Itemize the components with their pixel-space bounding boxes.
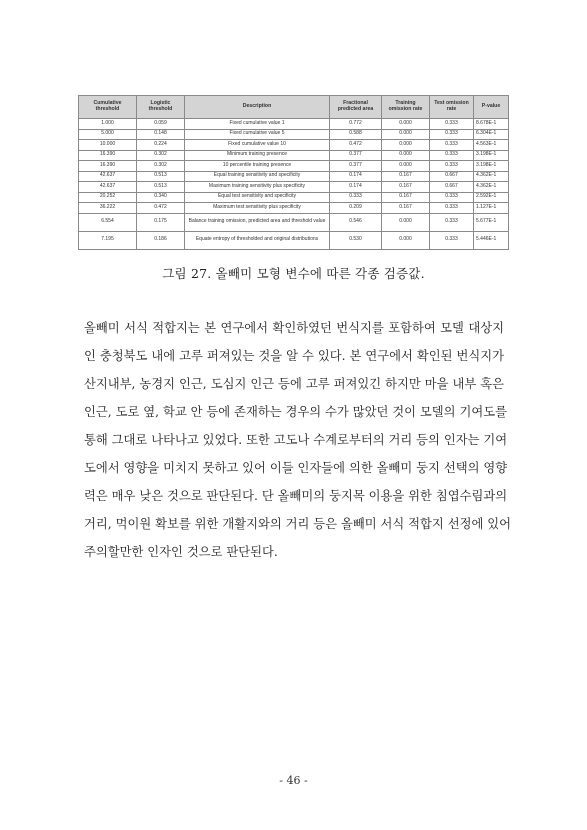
table-row bbox=[79, 119, 509, 130]
paragraph-line: 통해 그대로 나타나고 있었다. 또한 고도나 수계로부터의 거리 등의 인자는 기여 bbox=[84, 433, 508, 447]
header-training-omission-rate: Training omission rate bbox=[382, 96, 430, 119]
table-cell: 0.333 bbox=[430, 140, 474, 151]
table-cell: 0.174 bbox=[330, 171, 382, 182]
table-cell: 4.563E-1 bbox=[474, 140, 509, 151]
page-number: - 46 - bbox=[279, 774, 308, 787]
table-cell: 7.195 bbox=[79, 231, 137, 249]
paragraph-line: 인 충청북도 내에 고루 퍼져있는 것을 알 수 있다. 본 연구에서 확인된 번식지가 bbox=[84, 349, 504, 363]
table-cell: 0.667 bbox=[430, 182, 474, 193]
table-cell: 0.000 bbox=[382, 213, 430, 231]
table-cell: Fixed cumulative value 5 bbox=[185, 129, 330, 140]
table-row bbox=[79, 203, 509, 214]
paragraph-line: 산지내부, 농경지 인근, 도심지 인근 등에 고루 퍼져있긴 하지만 마을 내부 혹은 bbox=[84, 377, 504, 391]
table-cell: 0.472 bbox=[137, 203, 185, 214]
table-cell: 0.530 bbox=[330, 231, 382, 249]
table-cell: 10 percentile training presence bbox=[185, 161, 330, 172]
table-cell: 36.222 bbox=[79, 203, 137, 214]
table-cell: 6.304E-1 bbox=[474, 129, 509, 140]
table-cell: 0.000 bbox=[382, 140, 430, 151]
body-paragraph bbox=[84, 314, 512, 566]
table-row bbox=[79, 182, 509, 193]
table-cell: 0.377 bbox=[330, 161, 382, 172]
table-cell: 0.513 bbox=[137, 171, 185, 182]
table-cell: 10.000 bbox=[79, 140, 137, 151]
table-cell: 0.175 bbox=[137, 213, 185, 231]
paragraph-line: 력은 매우 낮은 것으로 판단된다. 단 올빼미의 둥지목 이용을 위한 침엽수림과의 bbox=[84, 489, 508, 503]
table-cell: 0.667 bbox=[430, 171, 474, 182]
table-cell: 0.224 bbox=[137, 140, 185, 151]
table-row bbox=[79, 213, 509, 231]
table-cell: 0.167 bbox=[382, 171, 430, 182]
header-description: Description bbox=[185, 96, 330, 119]
table-cell: 0.174 bbox=[330, 182, 382, 193]
table-cell: 0.333 bbox=[430, 150, 474, 161]
table-cell: Minimum training presence bbox=[185, 150, 330, 161]
table-cell: 42.637 bbox=[79, 171, 137, 182]
table-cell: 0.167 bbox=[382, 192, 430, 203]
table-cell: 0.000 bbox=[382, 129, 430, 140]
table-header-row bbox=[79, 96, 509, 119]
table-cell: 0.333 bbox=[430, 129, 474, 140]
figure-caption: 그림 27. 올빼미 모형 변수에 따른 각종 검증값. bbox=[162, 266, 425, 281]
table-row bbox=[79, 140, 509, 151]
table-cell: 1.000 bbox=[79, 119, 137, 130]
table-cell: 0.059 bbox=[137, 119, 185, 130]
table-cell: 0.000 bbox=[382, 150, 430, 161]
paragraph-line: 도에서 영향을 미치지 못하고 있어 이들 인자들에 의한 올빼미 둥지 선택의 영향 bbox=[84, 461, 508, 475]
header-test-omission-rate: Test omission rate bbox=[430, 96, 474, 119]
paragraph-line: 거리, 먹이원 확보를 위한 개활지와의 거리 등은 올빼미 서식 적합지 선정에 있어 bbox=[84, 517, 512, 531]
table-cell: 0.377 bbox=[330, 150, 382, 161]
table-cell: 16.390 bbox=[79, 161, 137, 172]
table-cell: 20.252 bbox=[79, 192, 137, 203]
table-cell: 3.198E-1 bbox=[474, 161, 509, 172]
table-cell: 0.167 bbox=[382, 203, 430, 214]
table-cell: Equal test sensitivity and specificity bbox=[185, 192, 330, 203]
table-cell: 5.000 bbox=[79, 129, 137, 140]
table-cell: Fixed cumulative value 10 bbox=[185, 140, 330, 151]
table-cell: 0.333 bbox=[430, 119, 474, 130]
table-row bbox=[79, 129, 509, 140]
table-cell: Balance training omission, predicted area and threshold value bbox=[185, 213, 330, 231]
paragraph-line: 올빼미 서식 적합지는 본 연구에서 확인하였던 번식지를 포함하여 모델 대상지 bbox=[84, 321, 504, 335]
table-cell: 0.186 bbox=[137, 231, 185, 249]
table-cell: 4.362E-1 bbox=[474, 182, 509, 193]
table-cell: 16.390 bbox=[79, 150, 137, 161]
table-cell: Fixed cumulative value 1 bbox=[185, 119, 330, 130]
table-cell: 2.592E-1 bbox=[474, 192, 509, 203]
table-cell: 0.000 bbox=[382, 231, 430, 249]
header-fractional-predicted-area: Fractional predicted area bbox=[330, 96, 382, 119]
table-cell: Equal training sensitivity and specificity bbox=[185, 171, 330, 182]
table-cell: 1.127E-1 bbox=[474, 203, 509, 214]
table-cell: 0.148 bbox=[137, 129, 185, 140]
table-cell: 6.554 bbox=[79, 213, 137, 231]
table-cell: 0.302 bbox=[137, 161, 185, 172]
table-cell: 0.513 bbox=[137, 182, 185, 193]
paragraph-line: 인근, 도로 옆, 학교 안 등에 존재하는 경우의 수가 많았던 것이 모델의 기여도를 bbox=[84, 405, 507, 419]
threshold-table bbox=[78, 95, 509, 250]
paragraph-line: 주의할만한 인자인 것으로 판단된다. bbox=[84, 545, 278, 559]
table-row bbox=[79, 161, 509, 172]
table-cell: 8.678E-1 bbox=[474, 119, 509, 130]
table-cell: 0.302 bbox=[137, 150, 185, 161]
header-logistic-threshold: Logistic threshold bbox=[137, 96, 185, 119]
table-cell: 0.546 bbox=[330, 213, 382, 231]
table-cell: 0.333 bbox=[430, 161, 474, 172]
table-row bbox=[79, 171, 509, 182]
table-cell: 5.677E-1 bbox=[474, 213, 509, 231]
header-cumulative-threshold: Cumulative threshold bbox=[79, 96, 137, 119]
table-cell: 0.000 bbox=[382, 161, 430, 172]
table-cell: 0.209 bbox=[330, 203, 382, 214]
table-cell: 0.472 bbox=[330, 140, 382, 151]
table-cell: 0.340 bbox=[137, 192, 185, 203]
table-cell: 0.588 bbox=[330, 129, 382, 140]
table-cell: Maximum training sensitivity plus specificity bbox=[185, 182, 330, 193]
table-cell: 3.198E-1 bbox=[474, 150, 509, 161]
table-cell: 42.637 bbox=[79, 182, 137, 193]
table-row bbox=[79, 150, 509, 161]
table-cell: 0.333 bbox=[430, 213, 474, 231]
table-row bbox=[79, 192, 509, 203]
table-body bbox=[79, 119, 509, 250]
table-cell: 0.333 bbox=[430, 203, 474, 214]
table-cell: 0.333 bbox=[330, 192, 382, 203]
table-cell: Equate entropy of thresholded and original distributions bbox=[185, 231, 330, 249]
table-cell: 0.000 bbox=[382, 119, 430, 130]
table-cell: 0.167 bbox=[382, 182, 430, 193]
table-cell: Maximum test sensitivity plus specificity bbox=[185, 203, 330, 214]
header-p-value: P-value bbox=[474, 96, 509, 119]
table-cell: 0.333 bbox=[430, 192, 474, 203]
table-cell: 0.772 bbox=[330, 119, 382, 130]
table-cell: 5.446E-1 bbox=[474, 231, 509, 249]
table-cell: 4.362E-1 bbox=[474, 171, 509, 182]
table-cell: 0.333 bbox=[430, 231, 474, 249]
table-row bbox=[79, 231, 509, 249]
